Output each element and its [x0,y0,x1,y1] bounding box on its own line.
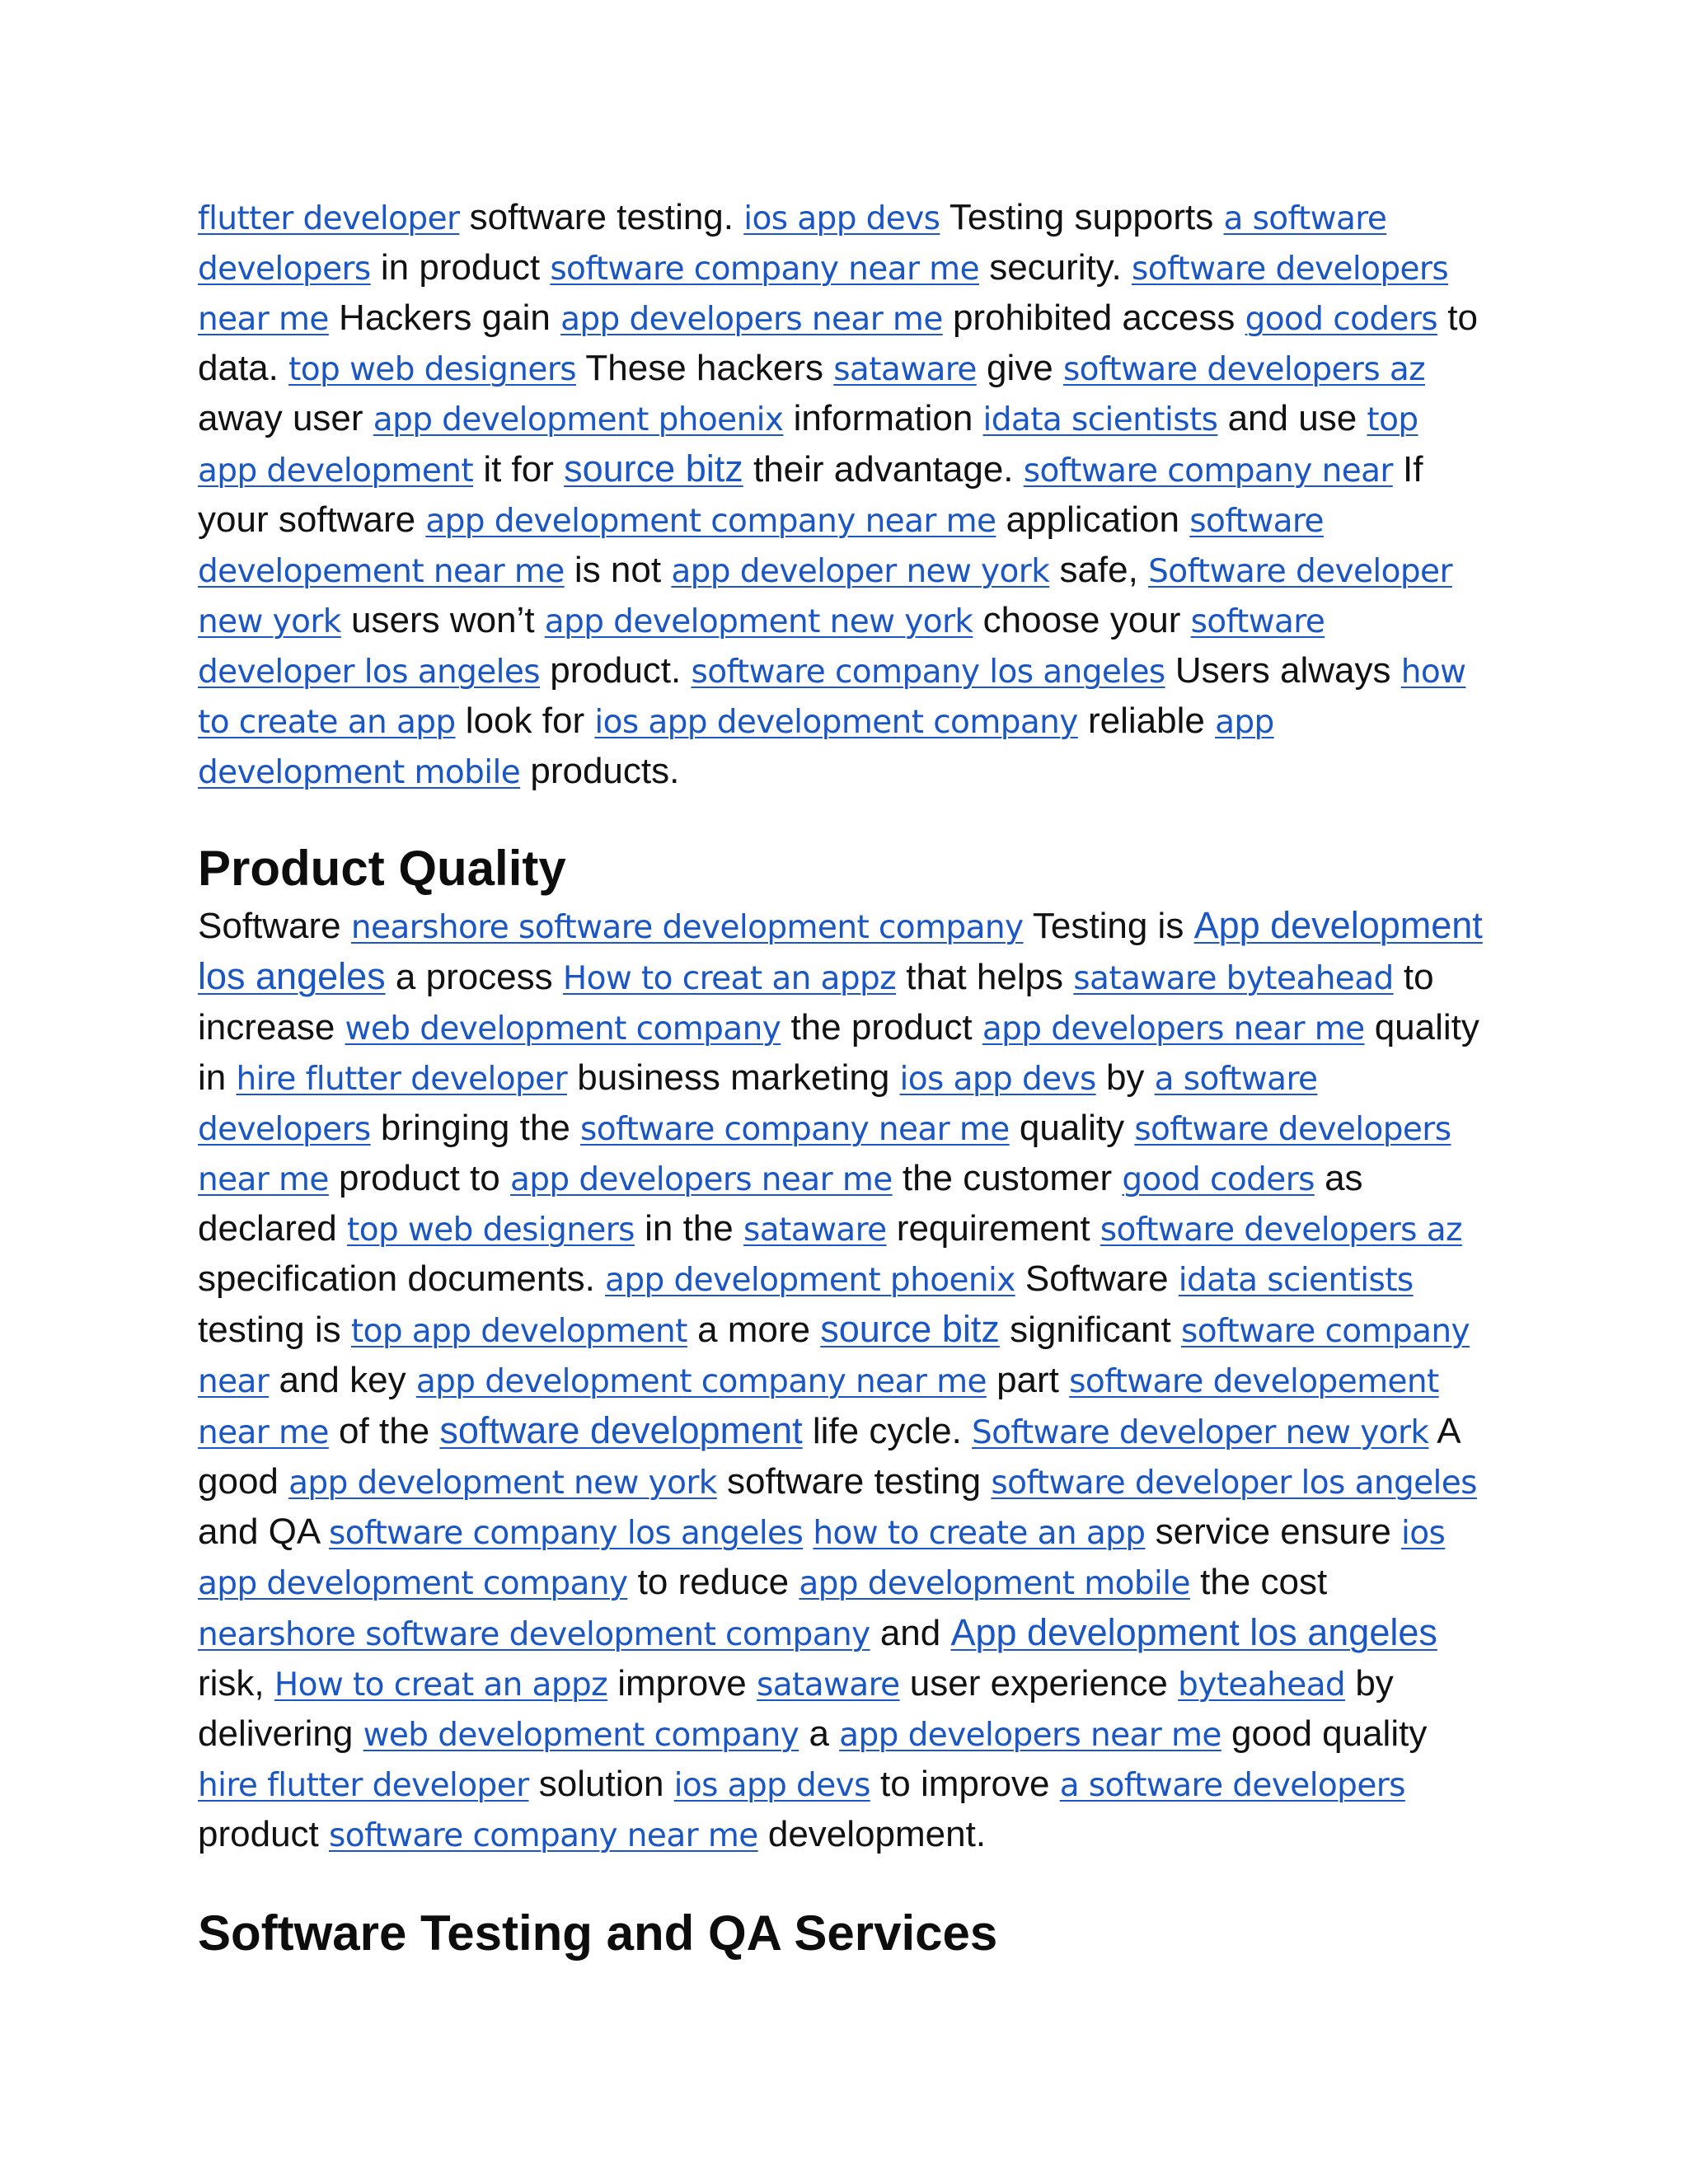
inline-link[interactable]: flutter developer [198,200,460,237]
body-text: quality in [198,1007,1479,1098]
body-text: the cost [1189,1562,1328,1602]
inline-link[interactable]: sataware byteahead [1073,960,1394,997]
body-text: a more [687,1310,821,1350]
inline-link[interactable]: software developement near me [198,1363,1439,1451]
body-text: as declared [198,1158,1363,1249]
body-text: information [783,398,983,438]
body-text: Software [1015,1258,1179,1299]
body-text: look for [455,701,595,741]
body-text: If your software [198,449,1423,540]
body-text: good quality [1221,1713,1428,1754]
body-text: to increase [198,957,1434,1047]
inline-link[interactable]: software developers az [1100,1212,1462,1249]
body-text: Testing supports [940,197,1224,237]
inline-link[interactable]: a software developers [198,200,1387,288]
inline-link[interactable]: app developers near me [560,301,943,338]
body-text: These hackers [575,348,834,388]
paragraph-product-quality [198,901,1484,1860]
body-text: application [996,499,1190,540]
inline-link[interactable]: app developers near me [509,1161,893,1198]
body-text: user experience [899,1663,1179,1704]
body-text: of the [328,1411,440,1451]
body-text: part [986,1360,1070,1400]
paragraph-intro [198,193,1484,797]
inline-link[interactable]: app development mobile [198,704,1274,791]
inline-link[interactable]: app developers near me [839,1717,1221,1754]
inline-link[interactable]: hire flutter developer [236,1061,568,1098]
inline-link[interactable]: app development phoenix [605,1262,1015,1299]
body-text: and key [269,1360,416,1400]
body-text: significant [999,1310,1181,1350]
body-text: prohibited access [942,298,1245,338]
inline-link[interactable]: app development company near me [415,1363,987,1400]
inline-link[interactable]: top web designers [288,351,576,388]
heading-product-quality: Product Quality [198,841,566,896]
body-text: Users always [1165,650,1401,691]
inline-link[interactable]: software developer los angeles [198,603,1325,691]
inline-link[interactable]: Software developer new york [972,1414,1429,1451]
body-text: by delivering [198,1663,1394,1754]
inline-link[interactable]: nearshore software development company [198,1616,870,1653]
body-text: service ensure [1145,1511,1402,1552]
body-text: A good [198,1411,1460,1502]
body-text: safe, [1049,550,1149,590]
body-text: is not [564,550,672,590]
document-page [198,193,1484,1962]
body-text: bringing the [370,1108,581,1148]
inline-link[interactable]: source bitz [564,448,743,490]
inline-link[interactable]: software developers near me [198,1111,1451,1198]
body-text: in the [634,1208,743,1249]
body-text: users won’t [340,600,545,640]
body-text: and [870,1613,951,1653]
inline-link[interactable]: how to create an app [198,654,1466,741]
body-text: by [1095,1057,1155,1098]
inline-link[interactable]: software company near [198,1313,1470,1400]
inline-link[interactable]: software company near me [328,1817,758,1854]
inline-link[interactable]: web development company [345,1010,781,1047]
body-text: improve [607,1663,757,1704]
body-text: it for [473,449,565,490]
inline-link[interactable]: software development [439,1409,803,1451]
inline-link[interactable]: app development mobile [799,1565,1190,1602]
inline-link[interactable]: nearshore software development company [350,909,1024,946]
heading-software-testing-qa: Software Testing and QA Services [198,1905,998,1961]
inline-link[interactable]: ios app devs [673,1767,870,1804]
inline-link[interactable]: source bitz [820,1308,1000,1350]
inline-link[interactable]: software company near me [580,1111,1010,1148]
body-text: quality [1009,1108,1135,1148]
inline-link[interactable]: software company los angeles [329,1515,804,1552]
inline-link[interactable]: idata scientists [982,401,1218,438]
body-text: software testing. [459,197,744,237]
inline-link[interactable]: byteahead [1178,1666,1346,1704]
inline-link[interactable]: app development new york [544,603,973,640]
inline-link[interactable]: ios app development company [198,1515,1446,1602]
inline-link[interactable]: how to create an app [813,1515,1146,1552]
inline-link[interactable]: App development los angeles [950,1611,1437,1653]
body-text: requirement [886,1208,1100,1249]
body-text: a [799,1713,840,1754]
inline-link[interactable]: software company near [1023,452,1393,490]
inline-link[interactable]: app development new york [288,1465,717,1502]
inline-link[interactable]: sataware [743,1212,887,1249]
inline-link[interactable]: How to creat an appz [274,1666,608,1704]
inline-link[interactable]: app developers near me [982,1010,1365,1047]
body-text: risk, [198,1663,274,1704]
inline-link[interactable]: good coders [1122,1161,1315,1198]
body-text: specification documents. [198,1258,606,1299]
inline-link[interactable]: software developers az [1062,351,1426,388]
body-text: a process [385,957,563,997]
body-text: solution [528,1764,674,1804]
body-text: development. [757,1814,987,1854]
inline-link[interactable]: app development phoenix [373,401,784,438]
body-text: Software [198,906,351,946]
inline-link[interactable]: How to creat an appz [562,960,897,997]
body-text: Hackers gain [328,298,561,338]
body-text: reliable [1077,701,1216,741]
body-text: in product [370,247,551,288]
body-text: the customer [892,1158,1123,1198]
inline-link[interactable]: App development los angeles [198,904,1483,997]
body-text: that helps [896,957,1074,997]
body-text: security. [978,247,1132,288]
inline-link[interactable]: a software developers [198,1061,1318,1148]
body-text: to improve [870,1764,1060,1804]
inline-link[interactable]: sataware [756,1666,900,1704]
body-text: and QA [198,1511,330,1552]
inline-link[interactable]: app development company near me [425,503,996,540]
body-text: software testing [716,1461,992,1502]
inline-link[interactable]: sataware [833,351,977,388]
body-text: to reduce [627,1562,799,1602]
body-text: the product [781,1007,982,1047]
inline-link[interactable]: top web designers [347,1212,635,1249]
inline-link[interactable]: software company los angeles [691,654,1165,691]
inline-link[interactable]: app developer new york [671,553,1050,590]
body-text: Testing is [1023,906,1194,946]
inline-link[interactable]: software developer los angeles [991,1465,1477,1502]
body-text: testing is [198,1310,351,1350]
inline-link[interactable]: idata scientists [1178,1262,1414,1299]
inline-link[interactable]: Software developer new york [198,553,1452,640]
body-text: choose your [973,600,1191,640]
body-text: their advantage. [743,449,1024,490]
body-text: and use [1217,398,1367,438]
inline-link[interactable]: hire flutter developer [198,1767,529,1804]
body-text: business marketing [567,1057,900,1098]
inline-link[interactable]: good coders [1245,301,1438,338]
body-text: give [976,348,1063,388]
inline-link[interactable]: ios app development company [594,704,1078,741]
inline-link[interactable]: ios app devs [743,200,940,237]
body-text: product [198,1814,329,1854]
body-text: away user [198,398,373,438]
inline-link[interactable]: a software developers [1059,1767,1405,1804]
inline-link[interactable]: top app development [350,1313,687,1350]
inline-link[interactable]: web development company [363,1717,799,1754]
inline-link[interactable]: software developers near me [198,251,1449,338]
inline-link[interactable]: top app development [198,401,1418,490]
inline-link[interactable]: software company near me [550,251,979,288]
body-text: products. [520,751,680,791]
inline-link[interactable]: ios app devs [899,1061,1096,1098]
body-text: product to [328,1158,510,1198]
body-text: to data. [198,298,1478,388]
body-text: life cycle. [802,1411,973,1451]
body-text: product. [540,650,692,691]
body-text [803,1511,813,1552]
inline-link[interactable]: software developement near me [198,503,1324,590]
